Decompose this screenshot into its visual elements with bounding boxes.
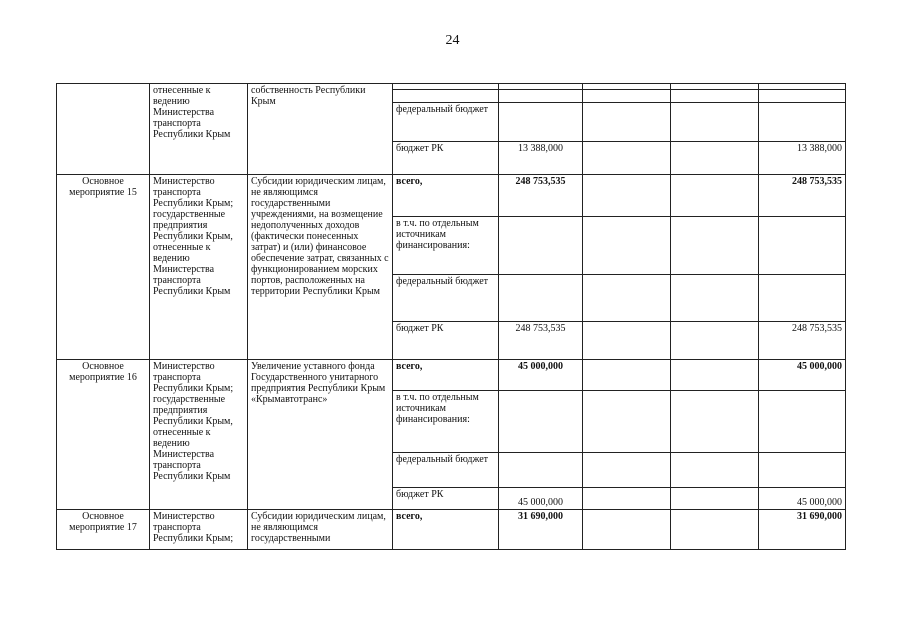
executor-cell: Министерство транспорта Республики Крым; государственные предприятия Республики Крым, отнесенные к ведению Министерства транспорта Республики Крым <box>150 175 248 360</box>
amount-cell: 248 753,535 <box>499 175 583 217</box>
measure-cell: Основное мероприятие 17 <box>57 510 150 550</box>
amount-cell <box>499 103 583 142</box>
total-cell <box>759 103 846 142</box>
executor-cell: отнесенные к ведению Министерства транспорта Республики Крым <box>150 84 248 175</box>
description-cell: Субсидии юридическим лицам, не являющимся государственными учреждениями, на возмещение недополученных доходов (фактически понесенных затрат) и (или) финансовое обеспечение затрат, связанных с функционированием морских портов, расположенных на территории Республики Крым <box>248 175 393 360</box>
funding-source-label: всего, <box>393 510 499 550</box>
amount-cell <box>499 453 583 488</box>
funding-source-label: в т.ч. по отдельным источникам финансирования: <box>393 391 499 453</box>
amount-cell: 31 690,000 <box>499 510 583 550</box>
amount-cell: 45 000,000 <box>499 488 583 510</box>
total-cell: 31 690,000 <box>759 510 846 550</box>
measure-cell: Основное мероприятие 16 <box>57 360 150 510</box>
funding-source-label: федеральный бюджет <box>393 453 499 488</box>
measure-cell: Основное мероприятие 15 <box>57 175 150 360</box>
total-cell: 248 753,535 <box>759 322 846 360</box>
total-cell: 45 000,000 <box>759 360 846 391</box>
funding-source-label: бюджет РК <box>393 488 499 510</box>
table-row <box>57 510 846 550</box>
funding-source-label: бюджет РК <box>393 322 499 360</box>
description-cell: собственность Республики Крым <box>248 84 393 175</box>
amount-cell: 45 000,000 <box>499 360 583 391</box>
table-row <box>57 360 846 391</box>
page-number: 24 <box>445 33 460 48</box>
amount-cell <box>499 275 583 322</box>
description-cell: Увеличение уставного фонда Государственного унитарного предприятия Республики Крым «Крымавтотранс» <box>248 360 393 510</box>
table-row <box>57 175 846 217</box>
executor-cell: Министерство транспорта Республики Крым; государственные предприятия Республики Крым, отнесенные к ведению Министерства транспорта Республики Крым <box>150 360 248 510</box>
total-cell: 13 388,000 <box>759 142 846 175</box>
total-cell <box>759 275 846 322</box>
amount-cell: 13 388,000 <box>499 142 583 175</box>
amount-cell: 248 753,535 <box>499 322 583 360</box>
funding-source-label: всего, <box>393 360 499 391</box>
funding-source-label: бюджет РК <box>393 142 499 175</box>
funding-source-label: в т.ч. по отдельным источникам финансирования: <box>393 217 499 275</box>
total-cell <box>759 453 846 488</box>
total-cell: 248 753,535 <box>759 175 846 217</box>
funding-source-label: федеральный бюджет <box>393 275 499 322</box>
funding-source-label: всего, <box>393 175 499 217</box>
measure-cell <box>57 84 150 175</box>
program-financing-table <box>56 83 846 550</box>
description-cell: Субсидии юридическим лицам, не являющимся государственными <box>248 510 393 550</box>
funding-source-label: федеральный бюджет <box>393 103 499 142</box>
executor-cell: Министерство транспорта Республики Крым; <box>150 510 248 550</box>
total-cell: 45 000,000 <box>759 488 846 510</box>
